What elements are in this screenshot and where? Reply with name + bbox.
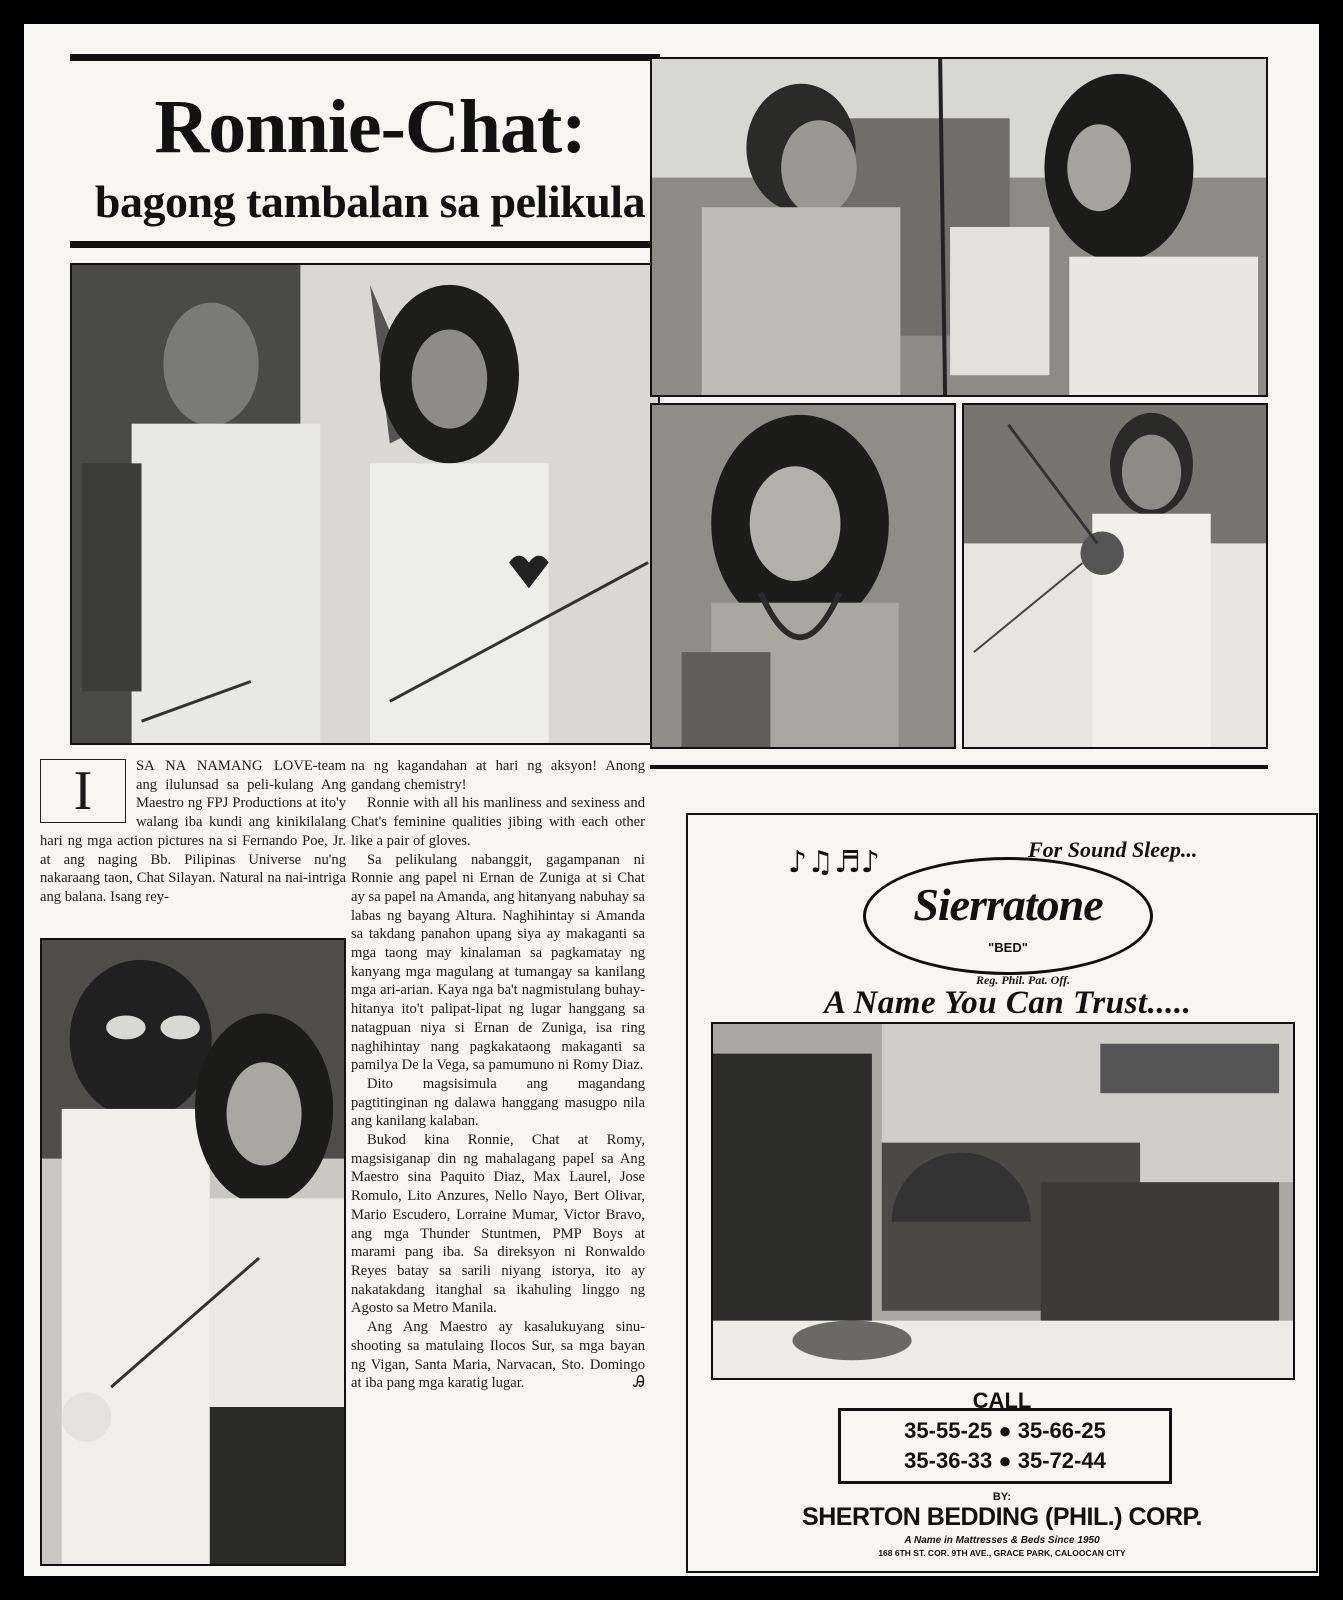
company-tagline: A Name in Mattresses & Beds Since 1950 — [904, 1535, 1100, 1546]
phone-row: 35-55-25 ● 35-66-25 — [904, 1418, 1106, 1443]
ad-tagline: For Sound Sleep... — [1028, 837, 1198, 862]
ad-top-rule — [650, 765, 1268, 769]
article-column-2 — [351, 757, 645, 1569]
company-address: 168 6TH ST. COR. 9TH AVE., GRACE PARK, CALOOCAN CITY — [878, 1548, 1126, 1558]
music-notes-icon: ♪♫♬♪ — [788, 845, 881, 880]
article-paragraph — [351, 1318, 645, 1393]
brand-logo-oval — [863, 857, 1153, 975]
photo-fencing-couple — [70, 263, 660, 745]
article-paragraph: na ng kagandahan at hari ng aksyon! Anong gandang chemistry! — [351, 758, 645, 793]
photo-zorro-couple — [40, 938, 346, 1566]
company-name: SHERTON BEDDING (PHIL.) CORP. — [802, 1503, 1202, 1531]
article-paragraph: Dito magsisimula ang magandang pagtitinginan ng dalawa hanggang masugpo nila ang kanilang kalaban. — [351, 1075, 645, 1130]
end-mark-icon: Ꭿ — [633, 1374, 645, 1392]
photo-bed-product — [711, 1022, 1295, 1380]
photo-chat-portrait — [650, 403, 956, 749]
headline-sub: bagong tambalan sa pelikula — [94, 176, 646, 227]
headline-top-rule — [70, 54, 660, 61]
article-paragraph: Bukod kina Ronnie, Chat at Romy, magsisiganap din ng mahalagang papel sa Ang Maestro sina Paquito Diaz, Max Laurel, Jose Romulo, Lito Anzures, Nello Nayo, Bert Olivar, Mario Escudero, Lorraine Mumar, Victor Bravo, ang mga Thunder Stuntmen, PMP Boys at marami pang iba. Sa direksyon ni Ronwaldo Reyes batay sa sarili niyang istorya, ito ay nakatakdang itanghal sa ikahuling linggo ng Agosto sa Metro Manila. — [351, 1132, 645, 1317]
article-paragraph: Sa pelikulang nabanggit, gagampanan ni Ronnie ang papel ni Ernan de Zuniga at si Chat ay sa papel na Amanda, ang hitanyang nabuhay sa labas ng bayang Altura. Naghihintay si Amanda sa takdang panahon upang siya ay makaganti sa mga taong may kinalaman sa pagkamatay ng kanyang mga magulang at tumangay sa kanilang mga ari-arian. Kaya nga ba't nagmistulang buhay-hitanya ito't palipat-lipat ng lugar hanggang sa natagpuan niya si Ernan de Zuniga, isa ring naghihintay nang pagkakataong makaganti sa pamilya De la Vega, sa pamumuno ni Romy Diaz. — [351, 851, 645, 1074]
paragraph-text: SA NA NAMANG LOVE-team ang ilulunsad sa peli-kulang Ang Maestro ng FPJ Productions at ito'y walang iba kundi ang kinikilalang hari ng mga action pictures na si Fernando Poe, Jr. at ang naging Bb. Pilipinas Universe nu'ng nakaraang taon, Chat Silayan. Natural na nai-intriga ang balana. Isang rey- — [40, 758, 346, 905]
article-paragraph — [40, 757, 346, 907]
call-label: CALL — [972, 1388, 1032, 1413]
headline-bottom-rule — [70, 241, 660, 248]
by-label: BY: — [992, 1491, 1012, 1503]
headline-main: Ronnie-Chat: — [154, 85, 586, 169]
magazine-page — [24, 24, 1319, 1576]
phone-numbers-box — [838, 1408, 1172, 1484]
drop-cap: I — [40, 759, 126, 823]
registered-mark: Reg. Phil. Pat. Off. — [976, 973, 1071, 987]
article-column-1 — [40, 757, 346, 935]
sierratone-advertisement — [686, 813, 1318, 1573]
photo-couple-outdoors — [650, 57, 1268, 397]
photo-ronnie-fencing — [962, 403, 1268, 749]
phone-row: 35-36-33 ● 35-72-44 — [904, 1448, 1106, 1473]
article-paragraph: Ronnie with all his manliness and sexiness and Chat's feminine qualities jibing with each other like a pair of gloves. — [351, 795, 645, 849]
brand-name: Sierratone — [913, 879, 1103, 930]
product-label: "BED" — [988, 940, 1028, 955]
ad-slogan: A Name You Can Trust..... — [824, 985, 1192, 1021]
paragraph-text: Ang Ang Maestro ay kasalukuyang sinu-shooting sa matulaing Ilocos Sur, sa mga bayan ng Vigan, Santa Maria, Narvacan, Sto. Domingo at iba pang mga karatig lugar. — [351, 1319, 645, 1392]
